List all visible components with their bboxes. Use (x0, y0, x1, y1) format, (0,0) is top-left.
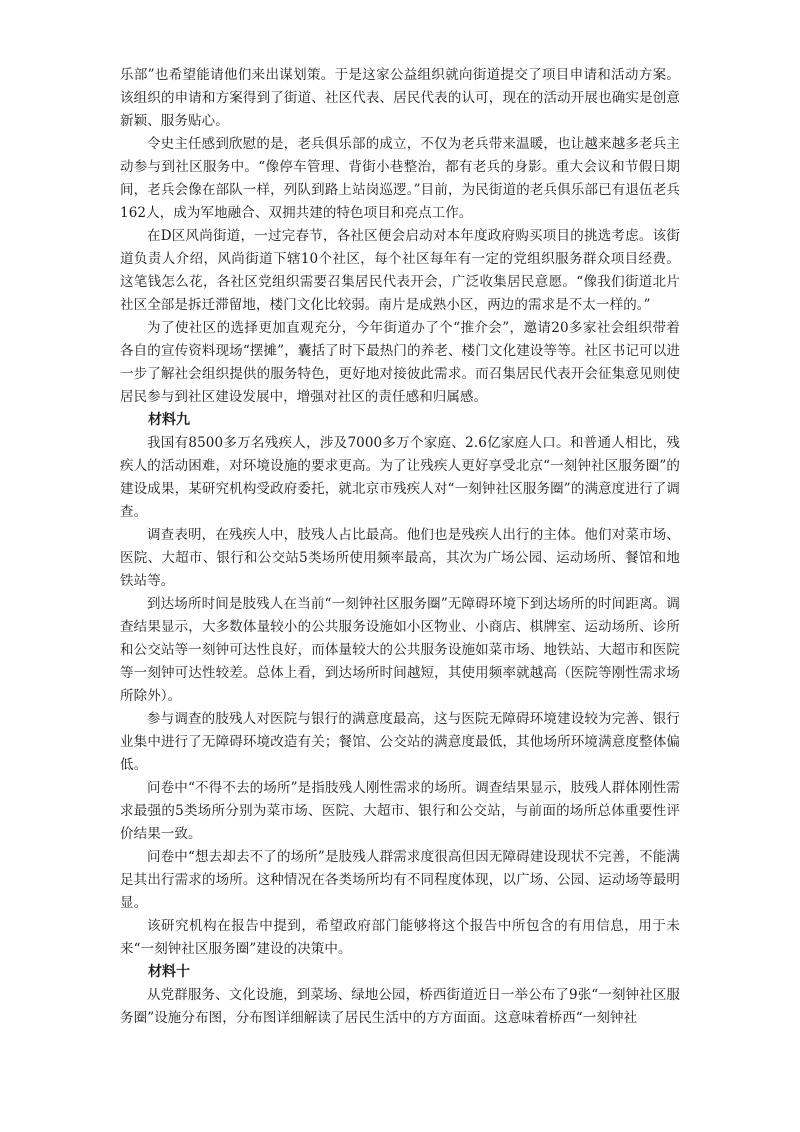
paragraph: 从党群服务、文化设施，到菜场、绿地公园，桥西街道近日一举公布了9张“一刻钟社区服务圈”设施分布图，分布图详细解读了居民生活中的方方面面。这意味着桥西“一刻钟社 (120, 987, 680, 1026)
section-heading: 材料十 (148, 964, 190, 980)
paragraph: 调查表明，在残疾人中，肢残人占比最高。他们也是残疾人出行的主体。他们对菜市场、医院、大超市、银行和公交站5类场所使用频率最高，其次为广场公园、运动场所、餐馆和地铁站等。 (120, 527, 680, 589)
paragraph: 问卷中“不得不去的场所”是指肢残人刚性需求的场所。调查结果显示，肢残人群体刚性需求最强的5类场所分别为菜市场、医院、大超市、银行和公交站，与前面的场所总体重要性评价结果一致。 (120, 780, 680, 842)
paragraph: 乐部”也希望能请他们来出谋划策。于是这家公益组织就向街道提交了项目申请和活动方案。该组织的申请和方案得到了街道、社区代表、居民代表的认可，现在的活动开展也确实是创意新颖、服务贴心。 (120, 67, 680, 129)
paragraph: 令史主任感到欣慰的是，老兵俱乐部的成立，不仅为老兵带来温暖，也让越来越多老兵主动参与到社区服务中。“像停车管理、背街小巷整治，都有老兵的身影。重大会议和节假日期间，老兵会像在部队一样，列队到路上站岗巡逻。”目前，为民街道的老兵俱乐部已有退伍老兵162人，成为军地融合、双拥共建的特色项目和亮点工作。 (120, 136, 680, 221)
paragraph: 为了使社区的选择更加直观充分，今年街道办了个“推介会”，邀请20多家社会组织带着各自的宣传资料现场“摆摊”，囊括了时下最热门的养老、楼门文化建设等等。社区书记可以进一步了解社会组织提供的服务特色，更好地对接彼此需求。而召集居民代表开会征集意见则使居民参与到社区建设发展中，增强对社区的责任感和归属感。 (120, 320, 680, 405)
section-heading: 材料九 (148, 412, 190, 428)
paragraph: 参与调查的肢残人对医院与银行的满意度最高，这与医院无障碍环境建设较为完善、银行业集中进行了无障碍环境改造有关；餐馆、公交站的满意度最低，其他场所环境满意度整体偏低。 (120, 711, 680, 773)
paragraph: 我国有8500多万名残疾人，涉及7000多万个家庭、2.6亿家庭人口。和普通人相比，残疾人的活动困难，对环境设施的要求更高。为了让残疾人更好享受北京“一刻钟社区服务圈”的建设成果，某研究机构受政府委托，就北京市残疾人对“一刻钟社区服务圈”的满意度进行了调查。 (120, 435, 680, 520)
paragraph: 问卷中“想去却去不了的场所”是肢残人群需求度很高但因无障碍建设现状不完善，不能满足其出行需求的场所。这种情况在各类场所均有不同程度体现，以广场、公园、运动场等最明显。 (120, 849, 680, 911)
paragraph: 到达场所时间是肢残人在当前“一刻钟社区服务圈”无障碍环境下到达场所的时间距离。调查结果显示，大多数体量较小的公共服务设施如小区物业、小商店、棋牌室、运动场所、诊所和公交站等一刻钟可达性良好，而体量较大的公共服务设施如菜市场、地铁站、大超市和医院等一刻钟可达性较差。总体上看，到达场所时间越短，其使用频率就越高（医院等刚性需求场所除外）。 (120, 596, 680, 704)
paragraph: 在D区风尚街道，一过完春节，各社区便会启动对本年度政府购买项目的挑选考虑。该街道负责人介绍，风尚街道下辖10个社区，每个社区每年有一定的党组织服务群众项目经费。这笔钱怎么花，各社区党组织需要召集居民代表开会，广泛收集居民意愿。“像我们街道北片社区全部是拆迁滞留地，楼门文化比较弱。南片是成熟小区，两边的需求是不太一样的。” (120, 228, 680, 313)
paragraph: 该研究机构在报告中提到，希望政府部门能够将这个报告中所包含的有用信息，用于未来“一刻钟社区服务圈”建设的决策中。 (120, 918, 680, 957)
